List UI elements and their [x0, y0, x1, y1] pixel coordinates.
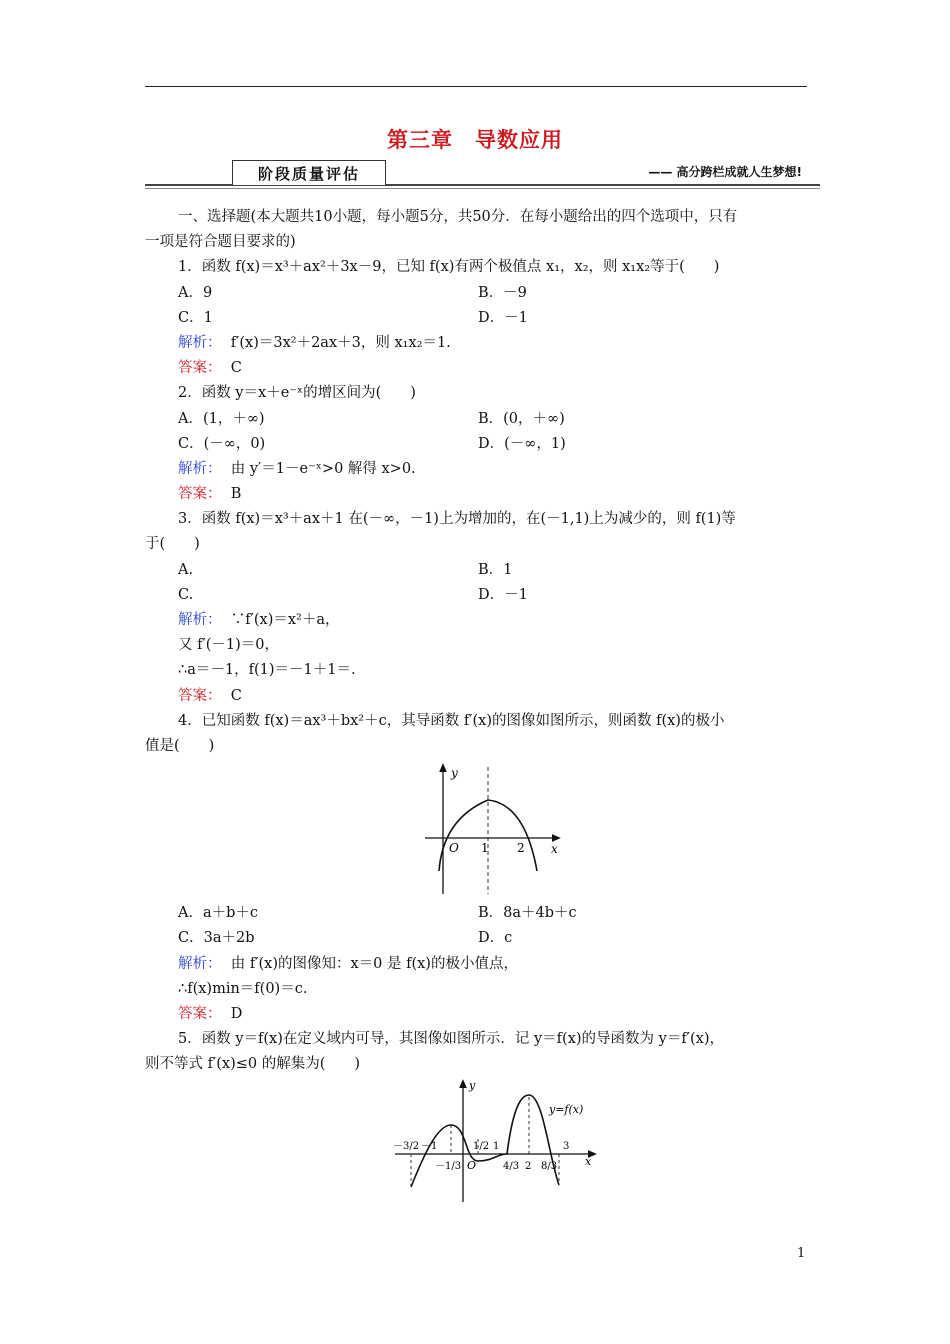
page-number: 1: [797, 1246, 806, 1261]
analysis-line: [145, 952, 807, 977]
answer-value: D: [230, 1005, 243, 1022]
derivative-graph: [145, 759, 807, 901]
question-stem: 则不等式 f′(x)≤0 的解集为( ): [145, 1056, 361, 1073]
option-a: A.: [178, 561, 194, 578]
analysis-line: ∴a＝－1，f(1)＝－1＋1＝.: [178, 662, 356, 679]
answer-line: [145, 684, 807, 709]
option-a: A．9: [178, 284, 213, 301]
question-stem: 1．函数 f(x)＝x³＋ax²＋3x－9，已知 f(x)有两个极值点 x₁，x₂，则 x₁x₂等于( ): [178, 259, 720, 276]
top-rule: [145, 86, 807, 87]
option-d: D．c: [478, 930, 513, 947]
answer-label: 答案：: [178, 486, 222, 503]
x-label: x: [551, 842, 558, 857]
options-row: [145, 558, 807, 583]
question-stem: 3．函数 f(x)＝x³＋ax＋1 在(－∞，－1)上为增加的，在(－1,1)上为减少的，则 f(1)等: [178, 511, 736, 528]
answer-line: [145, 482, 807, 507]
analysis-text: ∵f′(x)＝x²＋a，: [230, 612, 340, 628]
tick-4-3: 4/3: [503, 1161, 520, 1173]
answer-label: 答案：: [178, 1005, 222, 1022]
analysis-text: f′(x)＝3x²＋2ax＋3，则 x₁x₂＝1.: [230, 334, 451, 351]
tick-neg-1-3: －1/3: [435, 1161, 462, 1173]
origin-label: O: [449, 841, 459, 856]
function-graph: [145, 1077, 807, 1207]
exam-content: [145, 205, 807, 1207]
option-d: D．－1: [478, 309, 528, 326]
y-label: y: [451, 766, 458, 781]
intro-line: 一、选择题(本大题共10小题，每小题5分，共50分．在每小题给出的四个选项中，只有: [178, 209, 738, 225]
option-c: C．(－∞，0): [178, 435, 266, 452]
tick-8-3: 8/3: [541, 1161, 558, 1173]
q4-figure: [145, 759, 807, 901]
options-row: [145, 432, 807, 457]
question-stem: 2．函数 y＝x＋e⁻ˣ的增区间为( ): [178, 385, 416, 402]
intro-line: 一项是符合题目要求的): [145, 234, 296, 251]
question-stem: 4．已知函数 f(x)＝ax³＋bx²＋c，其导函数 f′(x)的图像如图所示，则函数 f(x)的极小: [178, 712, 725, 729]
analysis-text: 由 f′(x)的图像知：x＝0 是 f(x)的极小值点，: [230, 955, 518, 972]
answer-label: 答案：: [178, 360, 222, 377]
tick-1: 1: [493, 1141, 500, 1153]
analysis-line: ∴f(x)min＝f(0)＝c.: [178, 980, 308, 997]
analysis-line: 又 f′(－1)＝0，: [178, 637, 280, 654]
answer-label: 答案：: [178, 687, 222, 704]
tick-1-2: 1/2: [473, 1141, 490, 1153]
option-b: B．8a＋4b＋c: [478, 905, 577, 922]
analysis-label: 解析：: [178, 955, 222, 972]
option-c: C.: [178, 586, 194, 603]
curve-label: y=f(x): [549, 1103, 584, 1117]
analysis-text: 由 y′＝1－e⁻ˣ>0 解得 x>0.: [230, 460, 416, 477]
option-d: D．(－∞，1): [478, 435, 566, 452]
analysis-label: 解析：: [178, 334, 222, 351]
answer-value: B: [230, 486, 242, 503]
option-b: B．(0，＋∞): [478, 410, 565, 427]
analysis-line: [145, 331, 807, 356]
section-rule-thin: [145, 188, 820, 189]
option-a: A．a＋b＋c: [178, 905, 259, 922]
option-d: D．－1: [478, 586, 528, 603]
options-row: [145, 926, 807, 951]
option-c: C．1: [178, 309, 213, 326]
options-row: [145, 583, 807, 608]
options-row: [145, 281, 807, 306]
tick-1: 1: [481, 841, 489, 856]
section-tab: 阶段质量评估: [232, 160, 386, 185]
slogan: —— 高分跨栏成就人生梦想!: [648, 165, 802, 179]
tick-3: 3: [563, 1141, 570, 1153]
answer-value: C: [230, 687, 242, 704]
options-row: [145, 306, 807, 331]
answer-value: C: [230, 360, 242, 377]
tick-2: 2: [525, 1161, 532, 1173]
chapter-title: 第三章 导数应用: [387, 128, 563, 152]
analysis-label: 解析：: [178, 460, 222, 477]
question-stem: 5．函数 y＝f(x)在定义域内可导，其图像如图所示．记 y＝f(x)的导函数为 y＝f′(x)，: [178, 1031, 724, 1048]
analysis-line: [145, 457, 807, 482]
options-row: [145, 407, 807, 432]
option-c: C．3a＋2b: [178, 930, 255, 947]
tick-neg-1: －1: [421, 1141, 438, 1153]
analysis-line: [145, 608, 807, 633]
q5-figure: [145, 1077, 807, 1207]
tick-neg-3-2: －3/2: [393, 1141, 420, 1153]
analysis-label: 解析：: [178, 612, 222, 628]
option-b: B．－9: [478, 284, 527, 301]
options-row: [145, 901, 807, 926]
y-label: y: [469, 1079, 476, 1093]
option-a: A．(1，＋∞): [178, 410, 265, 427]
question-stem: 值是( ): [145, 737, 215, 754]
answer-line: [145, 1002, 807, 1027]
origin-label: O: [467, 1159, 477, 1173]
x-label: x: [585, 1155, 592, 1169]
answer-line: [145, 356, 807, 381]
question-stem: 于( ): [145, 536, 200, 553]
option-b: B．1: [478, 561, 513, 578]
tick-2: 2: [517, 841, 525, 856]
